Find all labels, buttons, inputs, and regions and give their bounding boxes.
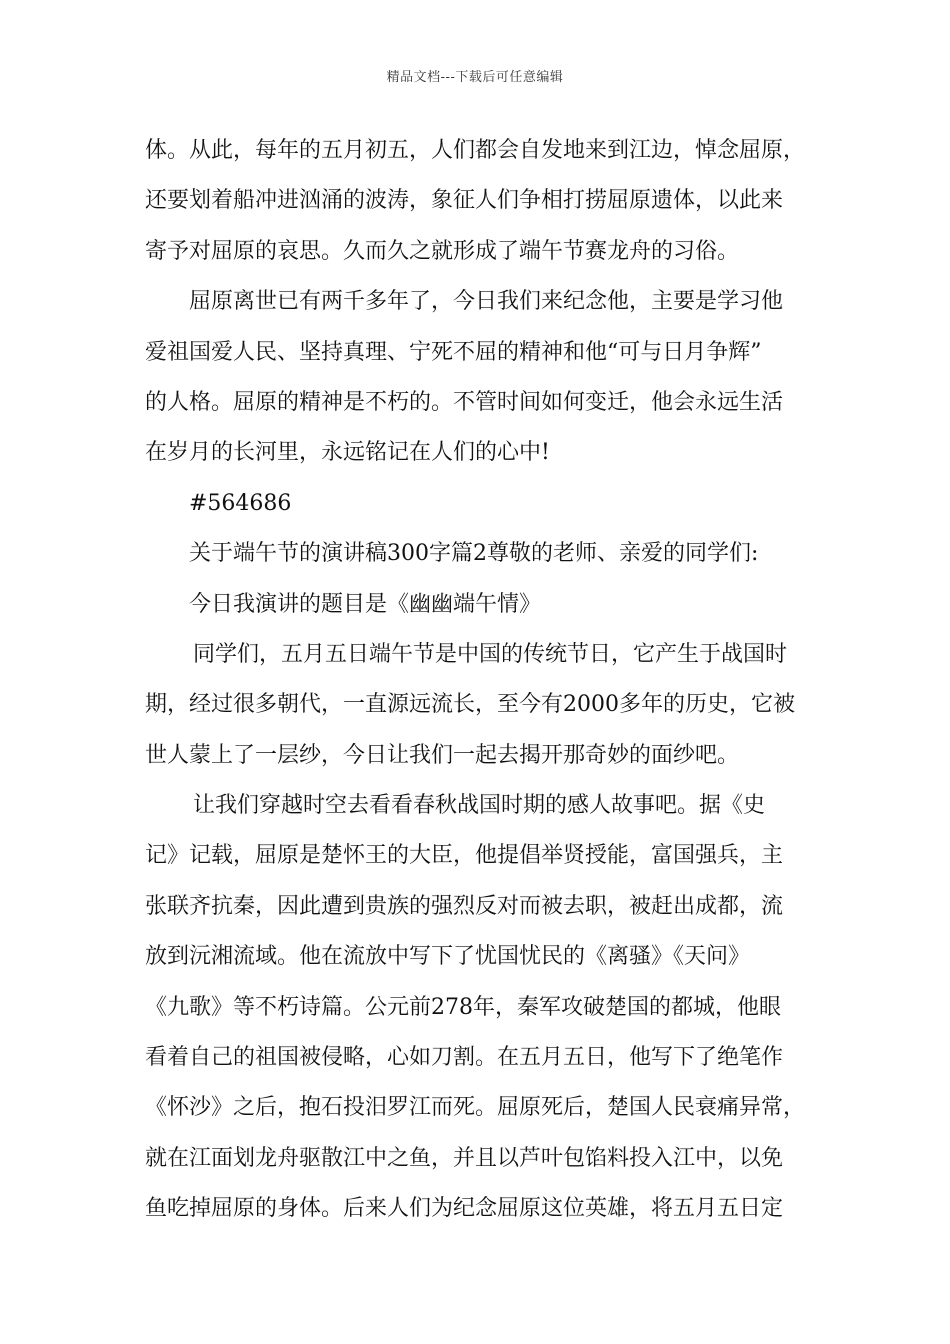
body-line: 鱼吃掉屈原的身体。后来人们为纪念屈原这位英雄，将五月五日定 (145, 1196, 784, 1222)
body-line: 的人格。屈原的精神是不朽的。不管时间如何变迁，他会永远生活 (145, 389, 784, 415)
paragraph-start-line: 让我们穿越时空去看看春秋战国时期的感人故事吧。据《史 (193, 793, 766, 819)
body-line: 《怀沙》之后，抱石投汨罗江而死。屈原死后，楚国人民衰痛异常， (145, 1095, 806, 1121)
document-id-line: #564686 (189, 490, 292, 516)
speech-title-line: 今日我演讲的题目是《幽幽端午情》 (189, 591, 542, 617)
body-line: 爱祖国爱人民、坚持真理、宁死不屈的精神和他“可与日月争辉” (145, 339, 762, 365)
body-line: 放到沅湘流域。他在流放中写下了忧国忧民的《离骚》《天问》 (145, 944, 751, 970)
paragraph-start-line: 同学们，五月五日端午节是中国的传统节日，它产生于战国时 (193, 641, 788, 667)
section-title-line: 关于端午节的演讲稿300字篇2尊敬的老师、亲爱的同学们: (189, 541, 759, 567)
page-header: 精品文档---下载后可任意编辑 (386, 70, 564, 85)
body-line: 就在江面划龙舟驱散江中之鱼，并且以芦叶包馅料投入江中，以免 (145, 1145, 784, 1171)
paragraph-start-line: 屈原离世已有两千多年了，今日我们来纪念他，主要是学习他 (189, 289, 784, 315)
body-line: 期，经过很多朝代，一直源远流长，至今有2000多年的历史，它被 (145, 692, 795, 718)
body-line: 寄予对屈原的哀思。久而久之就形成了端午节赛龙舟的习俗。 (145, 238, 740, 264)
body-line: 看着自己的祖国被侵略，心如刀割。在五月五日，他写下了绝笔作 (145, 1045, 784, 1071)
body-line: 《九歌》等不朽诗篇。公元前278年，秦军攻破楚国的都城，他眼 (145, 994, 781, 1020)
body-line: 还要划着船冲进汹涌的波涛，象征人们争相打捞屈原遗体，以此来 (145, 188, 784, 214)
body-line: 在岁月的长河里，永远铭记在人们的心中! (145, 440, 550, 466)
body-line: 世人蒙上了一层纱，今日让我们一起去揭开那奇妙的面纱吧。 (145, 742, 740, 768)
body-line: 记》记载，屈原是楚怀王的大臣，他提倡举贤授能，富国强兵，主 (145, 843, 784, 869)
body-line: 体。从此，每年的五月初五，人们都会自发地来到江边，悼念屈原， (145, 138, 806, 163)
body-line: 张联齐抗秦，因此遭到贵族的强烈反对而被去职，被赶出成都，流 (145, 893, 784, 919)
document-body (145, 126, 810, 1235)
